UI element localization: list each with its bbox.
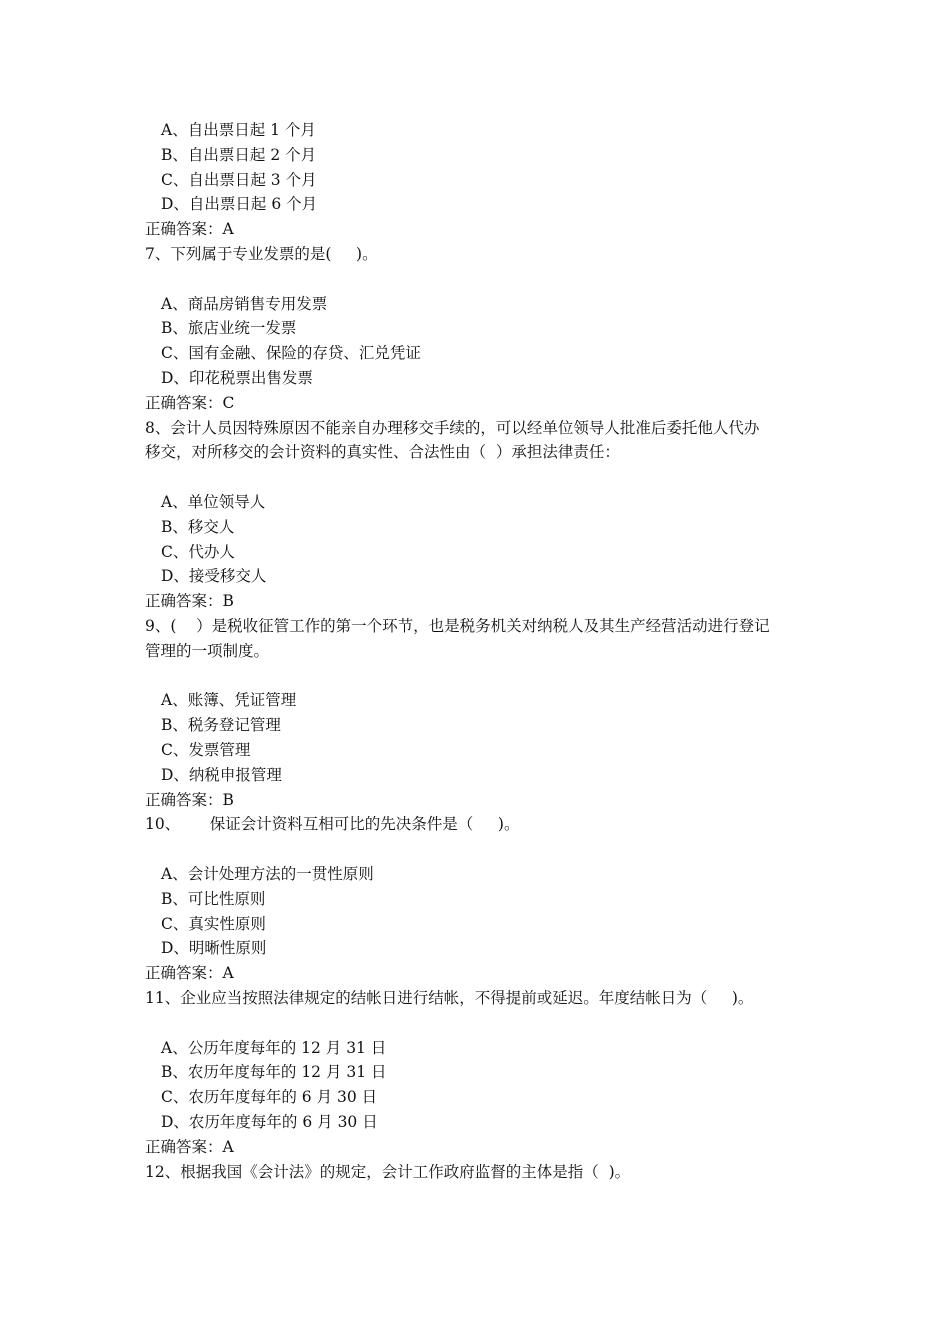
question-text: 管理的一项制度。 [145, 641, 270, 660]
answer-option: C、真实性原则 [161, 914, 266, 933]
answer-option: C、农历年度每年的 6 月 30 日 [161, 1088, 378, 1107]
answer-option: B、自出票日起 2 个月 [161, 145, 317, 164]
correct-answer: 正确答案：A [145, 964, 234, 983]
answer-option: D、明晰性原则 [161, 939, 267, 958]
answer-option: B、旅店业统一发票 [161, 319, 297, 338]
answer-option: A、公历年度每年的 12 月 31 日 [161, 1038, 387, 1057]
answer-option: A、自出票日起 1 个月 [161, 121, 316, 139]
answer-option: C、代办人 [161, 542, 235, 561]
answer-option: A、单位领导人 [161, 493, 266, 511]
answer-option: D、农历年度每年的 6 月 30 日 [161, 1113, 378, 1131]
question-text: 9、( ）是税收征管工作的第一个环节，也是税务机关对纳税人及其生产经营活动进行登记 [145, 617, 770, 635]
answer-option: A、商品房销售专用发票 [161, 294, 328, 313]
correct-answer: 正确答案：B [145, 592, 234, 611]
answer-option: B、税务登记管理 [161, 716, 281, 735]
answer-option: B、农历年度每年的 12 月 31 日 [161, 1063, 387, 1082]
answer-option: D、接受移交人 [161, 567, 267, 586]
answer-option: C、国有金融、保险的存贷、汇兑凭证 [161, 344, 421, 363]
answer-option: A、会计处理方法的一贯性原则 [161, 865, 374, 883]
answer-option: B、移交人 [161, 517, 235, 536]
answer-option: D、自出票日起 6 个月 [161, 195, 318, 214]
correct-answer: 正确答案：A [145, 220, 234, 239]
question-text: 10、 保证会计资料互相可比的先决条件是（ )。 [145, 815, 520, 834]
question-text: 7、下列属于专业发票的是( )。 [145, 245, 378, 263]
question-text: 移交，对所移交的会计资料的真实性、合法性由（ ）承担法律责任： [145, 443, 620, 462]
answer-option: B、可比性原则 [161, 889, 266, 908]
correct-answer: 正确答案：A [145, 1137, 234, 1156]
answer-option: C、发票管理 [161, 741, 251, 759]
correct-answer: 正确答案：C [145, 393, 235, 412]
answer-option: D、纳税申报管理 [161, 765, 282, 784]
question-text: 8、会计人员因特殊原因不能亲自办理移交手续的，可以经单位领导人批准后委托他人代办 [145, 418, 760, 437]
answer-option: C、自出票日起 3 个月 [161, 170, 317, 189]
answer-option: A、账簿、凭证管理 [161, 691, 297, 710]
question-text: 11、企业应当按照法律规定的结帐日进行结帐，不得提前或延迟。年度结帐日为（ )。 [145, 989, 754, 1007]
answer-option: D、印花税票出售发票 [161, 369, 313, 387]
correct-answer: 正确答案：B [145, 790, 234, 809]
question-text: 12、根据我国《会计法》的规定，会计工作政府监督的主体是指（ )。 [145, 1162, 631, 1181]
